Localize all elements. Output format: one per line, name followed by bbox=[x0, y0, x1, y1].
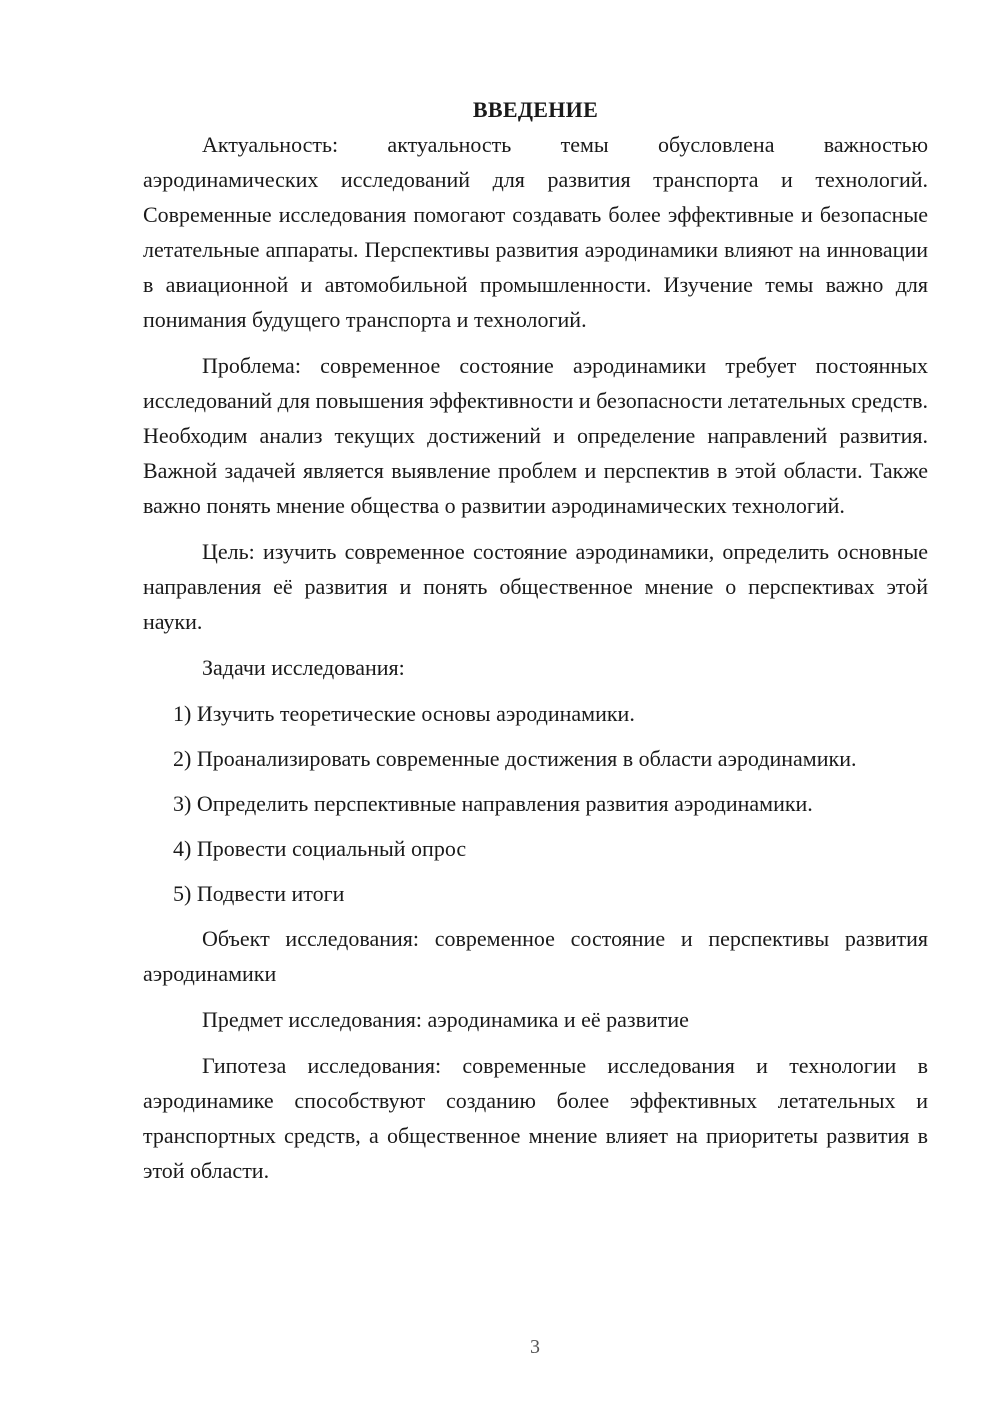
problem-paragraph: Проблема: современное состояние аэродинамики требует постоянных исследований для повышения эффективности и безопасности летательных средств. Необходим анализ текущих достижений и определение направлений развития. Важной задачей является выявление проблем и перспектив в этой области. Также важно понять мнение общества о развитии аэродинамических технологий. bbox=[143, 353, 928, 518]
list-item: 3) Определить перспективные направления развития аэродинамики. bbox=[173, 791, 813, 816]
list-item: 2) Проанализировать современные достижения в области аэродинамики. bbox=[173, 746, 857, 771]
goal-paragraph: Цель: изучить современное состояние аэродинамики, определить основные направления её развития и понять общественное мнение о перспективах этой науки. bbox=[143, 539, 928, 634]
page-number: 3 bbox=[530, 1336, 540, 1358]
subject-paragraph: Предмет исследования: аэродинамика и её развитие bbox=[202, 1007, 689, 1032]
document-page bbox=[143, 92, 928, 1199]
tasks-heading: Задачи исследования: bbox=[202, 655, 405, 680]
list-item: 4) Провести социальный опрос bbox=[173, 836, 467, 861]
list-item: 5) Подвести итоги bbox=[173, 881, 345, 906]
tasks-list bbox=[143, 696, 928, 911]
document-title: ВВЕДЕНИЕ bbox=[472, 97, 599, 122]
relevance-paragraph: Актуальность: актуальность темы обусловлена важностью аэродинамических исследований для развития транспорта и технологий. Современные исследования помогают создавать более эффективные и безопасные летательные аппараты. Перспективы развития аэродинамики влияют на инновации в авиационной и автомобильной промышленности. Изучение темы важно для понимания будущего транспорта и технологий. bbox=[143, 132, 928, 332]
object-paragraph: Объект исследования: современное состояние и перспективы развития аэродинамики bbox=[143, 926, 928, 986]
list-item: 1) Изучить теоретические основы аэродинамики. bbox=[173, 701, 635, 726]
hypothesis-paragraph: Гипотеза исследования: современные исследования и технологии в аэродинамике способствуют созданию более эффективных летательных и транспортных средств, а общественное мнение влияет на приоритеты развития в этой области. bbox=[143, 1053, 928, 1183]
